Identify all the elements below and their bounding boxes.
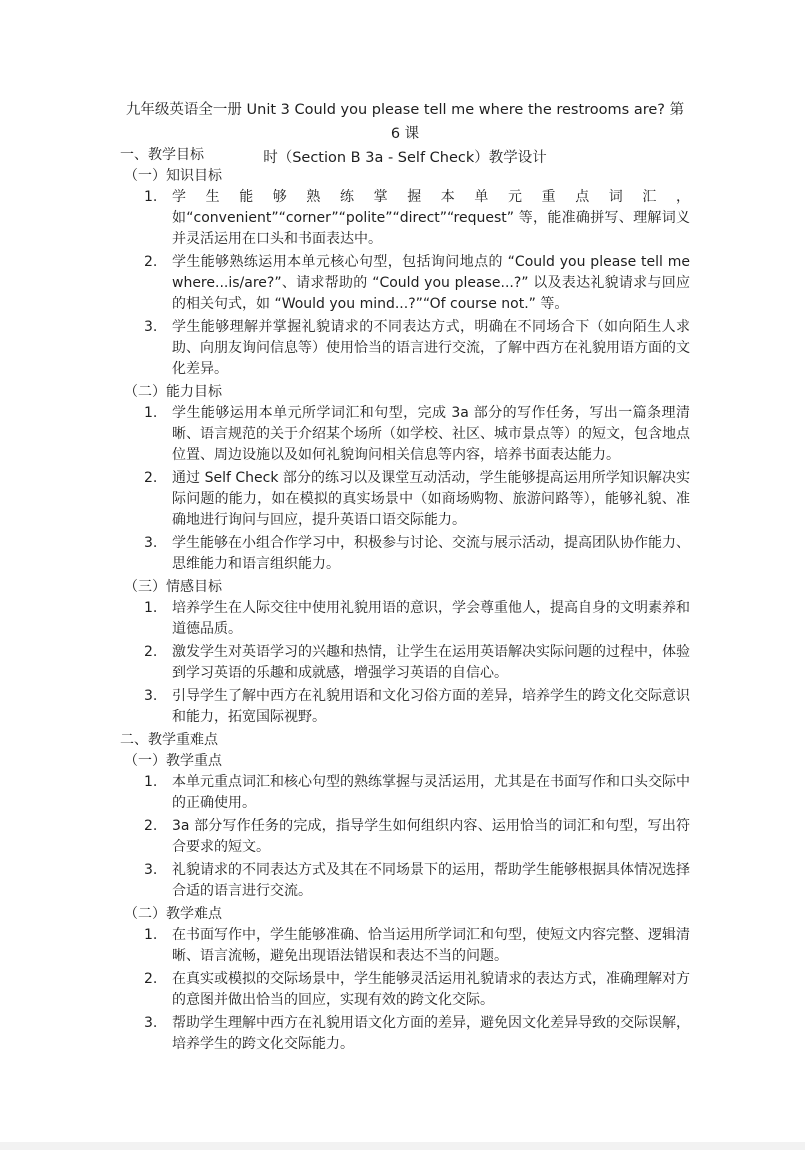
list-item-number: 1.	[144, 405, 158, 421]
list-item-text: 学生能够运用本单元所学词汇和句型，完成 3a 部分的写作任务，写出一篇条理清晰、语言规范的关于介绍某个场所（如学校、社区、城市景点等）的短文，包含地点位置、周边设施以及如何礼貌询问相关信息等内容，培养书面表达能力。	[172, 405, 690, 463]
list-item	[144, 468, 690, 531]
numbered-list	[120, 403, 690, 575]
list-item-text: 学生能够熟练掌握本单元重点词汇，如“convenient”“corner”“polite”“direct”“request” 等，能准确拼写、理解词义并灵活运用在口头和书面表达中。	[172, 189, 690, 247]
list-item-text: 学生能够在小组合作学习中，积极参与讨论、交流与展示活动，提高团队协作能力、思维能力和语言组织能力。	[172, 535, 690, 572]
list-item-number: 2.	[144, 644, 158, 660]
list-item-text: 帮助学生理解中西方在礼貌用语文化方面的差异，避免因文化差异导致的交际误解，培养学生的跨文化交际能力。	[172, 1015, 690, 1052]
list-item-text: 礼貌请求的不同表达方式及其在不同场景下的运用，帮助学生能够根据具体情况选择合适的语言进行交流。	[172, 862, 690, 899]
list-item	[144, 969, 690, 1011]
list-item-text: 通过 Self Check 部分的练习以及课堂互动活动，学生能够提高运用所学知识解决实际问题的能力，如在模拟的真实场景中（如商场购物、旅游问路等），能够礼貌、准确地进行询问与回应，提升英语口语交际能力。	[172, 470, 690, 528]
list-item-number: 2.	[144, 254, 158, 270]
numbered-list	[120, 925, 690, 1055]
list-item	[144, 403, 690, 466]
list-item-text: 引导学生了解中西方在礼貌用语和文化习俗方面的差异，培养学生的跨文化交际意识和能力，拓宽国际视野。	[172, 688, 690, 725]
list-item	[144, 772, 690, 814]
section-heading: 二、教学重难点	[120, 732, 218, 748]
list-item-number: 1.	[144, 189, 158, 205]
numbered-list	[120, 772, 690, 902]
numbered-list	[120, 187, 690, 380]
list-item	[144, 1013, 690, 1055]
list-item-number: 3.	[144, 688, 158, 704]
list-item	[144, 598, 690, 640]
list-item-text: 本单元重点词汇和核心句型的熟练掌握与灵活运用，尤其是在书面写作和口头交际中的正确使用。	[172, 774, 690, 811]
list-item-number: 3.	[144, 1015, 158, 1031]
list-item	[144, 686, 690, 728]
list-item	[144, 187, 690, 250]
list-item-number: 3.	[144, 535, 158, 551]
list-item-number: 2.	[144, 818, 158, 834]
title-line-2: 时（Section B 3a - Self Check）教学设计	[263, 150, 547, 166]
list-item	[144, 317, 690, 380]
list-item-text: 3a 部分写作任务的完成，指导学生如何组织内容、运用恰当的词汇和句型，写出符合要求的短文。	[172, 818, 690, 855]
list-item-text: 学生能够理解并掌握礼貌请求的不同表达方式，明确在不同场合下（如向陌生人求助、向朋友询问信息等）使用恰当的语言进行交流，了解中西方在礼貌用语方面的文化差异。	[172, 319, 690, 377]
section-heading: 一、教学目标	[120, 147, 204, 163]
list-item-number: 3.	[144, 862, 158, 878]
list-item-number: 3.	[144, 319, 158, 335]
list-item	[144, 816, 690, 858]
list-item-number: 2.	[144, 971, 158, 987]
list-item	[144, 860, 690, 902]
list-item-text: 在书面写作中，学生能够准确、恰当运用所学词汇和句型，使短文内容完整、逻辑清晰、语言流畅，避免出现语法错误和表达不当的问题。	[172, 927, 690, 964]
subsection-heading: （二）教学难点	[124, 906, 222, 922]
subsection-heading: （一）知识目标	[124, 168, 222, 184]
subsection-heading: （三）情感目标	[124, 579, 222, 595]
title-line-1: 九年级英语全一册 Unit 3 Could you please tell me where the restrooms are? 第 6 课	[125, 102, 685, 142]
list-item-number: 1.	[144, 927, 158, 943]
list-item	[144, 642, 690, 684]
list-item	[144, 533, 690, 575]
list-item-text: 学生能够熟练运用本单元核心句型，包括询问地点的 “Could you please tell me where...is/are?”、请求帮助的 “Could you please...?” 以及表达礼貌请求与回应的相关句式，如 “Would you mind...?”“Of course not.” 等。	[172, 254, 690, 312]
list-item-number: 1.	[144, 774, 158, 790]
list-item	[144, 252, 690, 315]
list-item-number: 1.	[144, 600, 158, 616]
subsection-heading: （一）教学重点	[124, 753, 222, 769]
subsection-heading: （二）能力目标	[124, 384, 222, 400]
list-item-text: 培养学生在人际交往中使用礼貌用语的意识，学会尊重他人，提高自身的文明素养和道德品质。	[172, 600, 690, 637]
numbered-list	[120, 598, 690, 728]
list-item-text: 激发学生对英语学习的兴趣和热情，让学生在运用英语解决实际问题的过程中，体验到学习英语的乐趣和成就感，增强学习英语的自信心。	[172, 644, 690, 681]
list-item	[144, 925, 690, 967]
list-item-number: 2.	[144, 470, 158, 486]
list-item-text: 在真实或模拟的交际场景中，学生能够灵活运用礼貌请求的表达方式，准确理解对方的意图并做出恰当的回应，实现有效的跨文化交际。	[172, 971, 690, 1008]
document-body	[120, 145, 690, 1057]
